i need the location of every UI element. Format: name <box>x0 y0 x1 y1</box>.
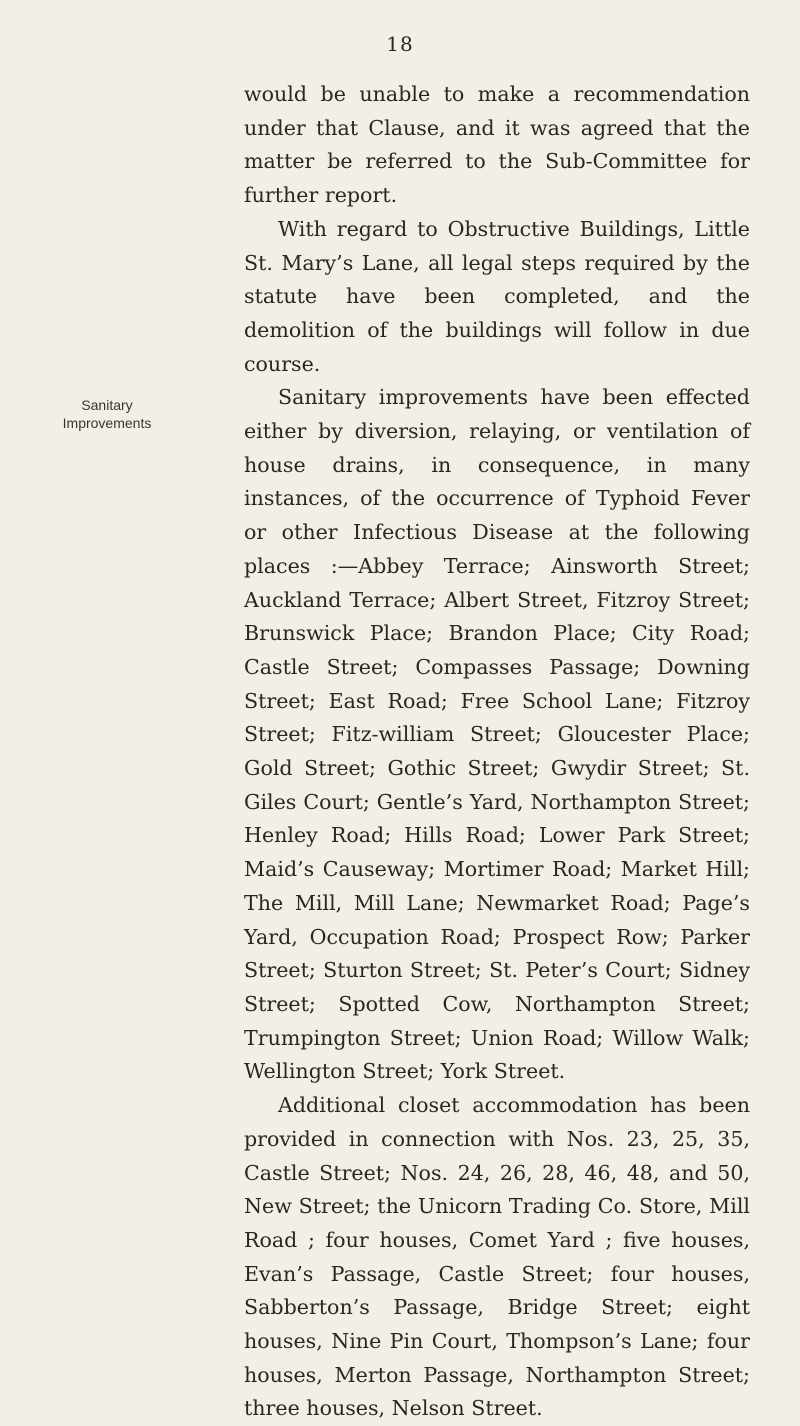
paragraph-continued: would be unable to make a recommendation under that Clause, and it was agreed that the matter be referred to the Sub-Committee for further report. <box>244 82 750 208</box>
body-text <box>244 78 750 1426</box>
page-number: 18 <box>386 32 414 56</box>
margin-note-sanitary-improvements <box>32 396 182 432</box>
paragraph-sanitary-improvements: Sanitary improvements have been effected either by diversion, relaying, or ventilation of house drains, in consequence, in many instances, of the occurrence of Typhoid Fever or other Infectious Disease at the following places :—Abbey Terrace; Ainsworth Street; Auckland Terrace; Albert Street, Fitzroy Street; Brunswick Place; Brandon Place; City Road; Castle Street; Compasses Passage; Downing Street; East Road; Free School Lane; Fitzroy Street; Fitz-william Street; Gloucester Place; Gold Street; Gothic Street; Gwydir Street; St. Giles Court; Gentle’s Yard, Northampton Street; Henley Road; Hills Road; Lower Park Street; Maid’s Causeway; Mortimer Road; Market Hill; The Mill, Mill Lane; Newmarket Road; Page’s Yard, Occupation Road; Prospect Row; Parker Street; Sturton Street; St. Peter’s Court; Sidney Street; Spotted Cow, Northampton Street; Trumpington Street; Union Road; Willow Walk; Wellington Street; York Street. <box>244 385 750 1084</box>
margin-note-line: Improvements <box>62 415 152 431</box>
margin-note-line: Sanitary <box>81 397 133 413</box>
paragraph-obstructive-buildings: With regard to Obstructive Buildings, Little St. Mary’s Lane, all legal steps required by the statute have been completed, and the demolition of the buildings will follow in due course. <box>244 216 750 376</box>
paragraph-closet-accommodation: Additional closet accommodation has been provided in connection with Nos. 23, 25, 35, Castle Street; Nos. 24, 26, 28, 46, 48, and 50, New Street; the Unicorn Trading Co. Store, Mill Road ; four houses, Comet Yard ; five houses, Evan’s Passage, Castle Street; four houses, Sabberton’s Passage, Bridge Street; eight houses, Nine Pin Court, Thompson’s Lane; four houses, Merton Passage, Northampton Street; three houses, Nelson Street. <box>244 1093 750 1421</box>
